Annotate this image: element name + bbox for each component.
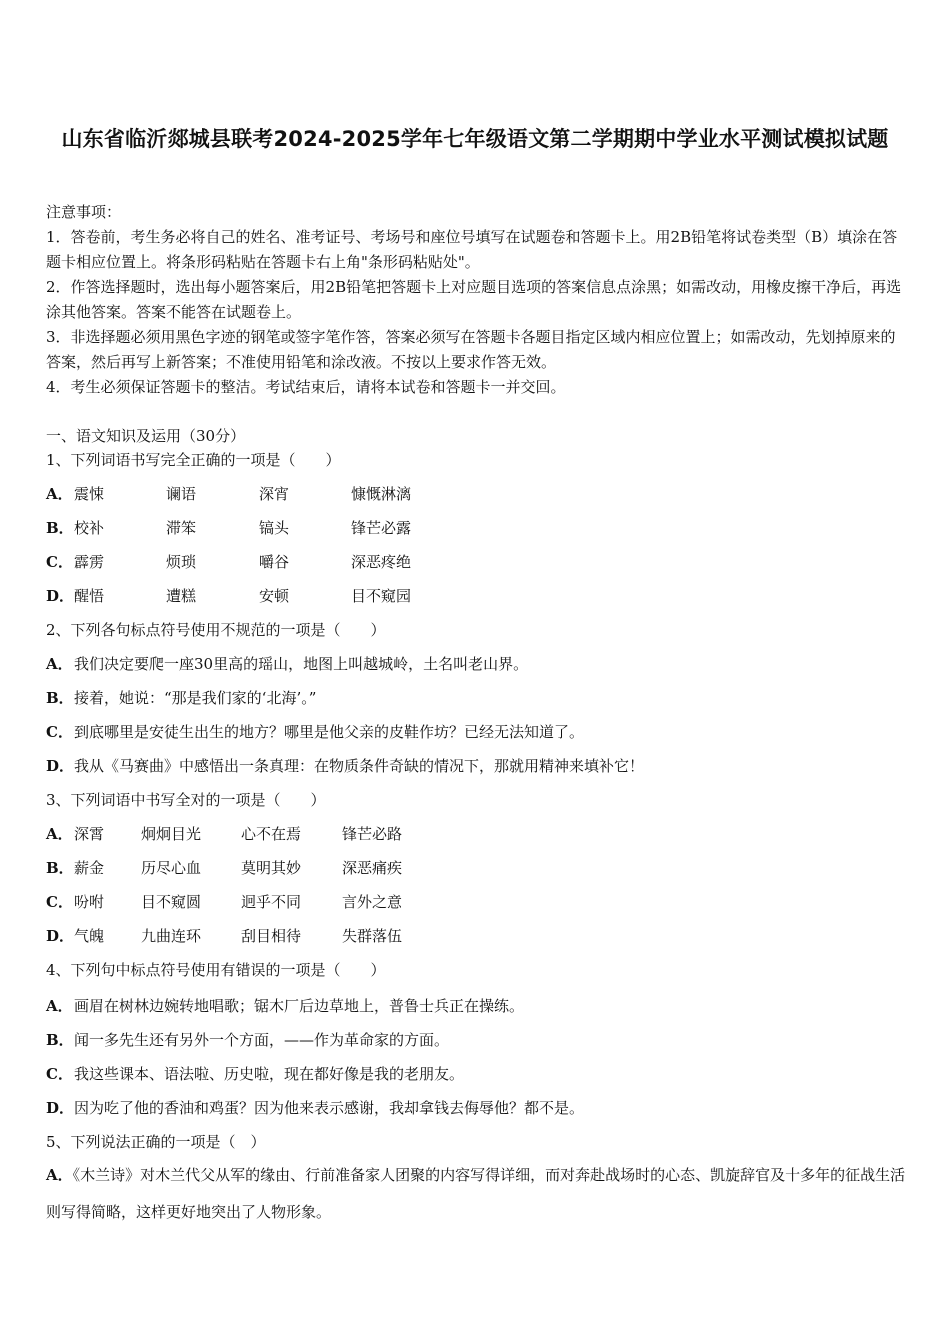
- option-letter: A．: [46, 655, 73, 673]
- question-stem: 2、下列各句标点符号使用不规范的一项是（ ）: [46, 621, 386, 639]
- option-letter: D．: [46, 1099, 75, 1117]
- question-stem: 1、下列词语书写完全正确的一项是（ ）: [46, 451, 341, 469]
- option-row: [46, 483, 412, 505]
- note-item: 1．答卷前，考生务必将自己的姓名、准考证号、考场号和座位号填写在试题卷和答题卡上。用2B铅笔将试卷类型（B）填涂在答题卡相应位置上。将条形码粘贴在答题卡右上角"条形码粘贴处"。: [46, 228, 898, 271]
- option-word: 九曲连环: [141, 927, 202, 945]
- option-row: [46, 585, 412, 607]
- option-row: [46, 925, 403, 947]
- option-letter: A．: [46, 825, 73, 843]
- option-word: 气魄: [74, 927, 105, 945]
- option-word: 刮目相待: [241, 927, 302, 945]
- option-word: 滞笨: [166, 519, 197, 537]
- option-row: [46, 1157, 908, 1231]
- option-word: 锋芒必露: [351, 519, 412, 537]
- question-stem: 4、下列句中标点符号使用有错误的一项是（ ）: [46, 961, 386, 979]
- option-text: 我从《马赛曲》中感悟出一条真理：在物质条件奇缺的情况下，那就用精神来填补它！: [74, 757, 645, 775]
- option-row: [46, 653, 528, 675]
- option-word: 迥乎不同: [241, 893, 302, 911]
- option-letter: B．: [46, 519, 74, 537]
- option-letter: B．: [46, 859, 74, 877]
- option-word: 霹雳: [74, 553, 105, 571]
- option-text: 到底哪里是安徒生出生的地方？哪里是他父亲的皮鞋作坊？已经无法知道了。: [74, 723, 585, 741]
- option-letter: A．: [46, 1166, 73, 1184]
- option-letter: D．: [46, 587, 75, 605]
- option-letter: C．: [46, 723, 73, 741]
- option-letter: C．: [46, 893, 73, 911]
- option-row: [46, 721, 584, 743]
- option-word: 历尽心血: [141, 859, 202, 877]
- option-letter: C．: [46, 1065, 73, 1083]
- section-heading: 一、语文知识及运用（30分）: [46, 427, 246, 445]
- option-row: [46, 891, 403, 913]
- option-row: [46, 1063, 464, 1085]
- option-word: 炯炯目光: [141, 825, 202, 843]
- option-word: 深恶痛疾: [342, 859, 403, 877]
- note-item: 4．考生必须保证答题卡的整洁。考试结束后，请将本试卷和答题卡一并交回。: [46, 378, 566, 396]
- option-word: 吩咐: [74, 893, 105, 911]
- option-letter: B．: [46, 689, 74, 707]
- option-row: [46, 687, 316, 709]
- option-word: 心不在焉: [241, 825, 302, 843]
- option-word: 遭糕: [166, 587, 197, 605]
- option-letter: D．: [46, 757, 75, 775]
- option-text: 《木兰诗》对木兰代父从军的缘由、行前准备家人团聚的内容写得详细，而对奔赴战场时的心态、凯旋辞官及十多年的征战生活则写得简略，这样更好地突出了人物形象。: [46, 1166, 906, 1221]
- option-row: [46, 551, 412, 573]
- option-word: 失群落伍: [342, 927, 403, 945]
- option-word: 深霄: [74, 825, 105, 843]
- option-letter: A．: [46, 997, 73, 1015]
- option-word: 醒悟: [74, 587, 105, 605]
- option-word: 薪金: [74, 859, 105, 877]
- option-row: [46, 1097, 584, 1119]
- option-word: 目不窥园: [351, 587, 412, 605]
- option-word: 嚼谷: [259, 553, 290, 571]
- option-text: 接着，她说：“那是我们家的‘北海’。”: [74, 689, 317, 707]
- option-word: 深恶疼绝: [351, 553, 412, 571]
- option-word: 深宵: [259, 485, 290, 503]
- option-word: 镐头: [259, 519, 290, 537]
- question-stem: 5、下列说法正确的一项是（ ）: [46, 1133, 266, 1151]
- option-row: [46, 857, 403, 879]
- option-word: 目不窥圆: [141, 893, 202, 911]
- notes-heading: 注意事项：: [46, 203, 122, 221]
- option-text: 闻一多先生还有另外一个方面，——作为革命家的方面。: [74, 1031, 450, 1049]
- option-text: 因为吃了他的香油和鸡蛋？因为他来表示感谢，我却拿钱去侮辱他？都不是。: [74, 1099, 585, 1117]
- option-word: 谰语: [166, 485, 197, 503]
- option-row: [46, 823, 403, 845]
- option-letter: D．: [46, 927, 75, 945]
- option-word: 锋芒必路: [342, 825, 403, 843]
- note-item: 3．非选择题必须用黑色字迹的钢笔或签字笔作答，答案必须写在答题卡各题目指定区域内相应位置上；如需改动，先划掉原来的答案，然后再写上新答案；不准使用铅笔和涂改液。不按以上要求作答无效。: [46, 328, 896, 371]
- option-letter: A．: [46, 485, 73, 503]
- option-text: 我们决定要爬一座30里高的瑶山，地图上叫越城岭，土名叫老山界。: [74, 655, 529, 673]
- page-title: 山东省临沂郯城县联考2024-2025学年七年级语文第二学期期中学业水平测试模拟试题: [61, 127, 889, 151]
- option-text: 画眉在树林边婉转地唱歌；锯木厂后边草地上，普鲁士兵正在操练。: [74, 997, 525, 1015]
- question-stem: 3、下列词语中书写全对的一项是（ ）: [46, 791, 326, 809]
- option-letter: B．: [46, 1031, 74, 1049]
- option-word: 校补: [74, 519, 105, 537]
- notes-block: [46, 200, 908, 400]
- option-word: 震悚: [74, 485, 105, 503]
- option-row: [46, 1029, 449, 1051]
- option-word: 烦琐: [166, 553, 197, 571]
- option-letter: C．: [46, 553, 73, 571]
- option-word: 慷慨淋漓: [351, 485, 412, 503]
- option-word: 安顿: [259, 587, 290, 605]
- option-row: [46, 755, 644, 777]
- option-row: [46, 995, 524, 1017]
- option-row: [46, 517, 412, 539]
- option-text: 我这些课本、语法啦、历史啦，现在都好像是我的老朋友。: [74, 1065, 465, 1083]
- note-item: 2．作答选择题时，选出每小题答案后，用2B铅笔把答题卡上对应题目选项的答案信息点涂黑；如需改动，用橡皮擦干净后，再选涂其他答案。答案不能答在试题卷上。: [46, 278, 902, 321]
- option-word: 言外之意: [342, 893, 403, 911]
- option-word: 莫明其妙: [241, 859, 302, 877]
